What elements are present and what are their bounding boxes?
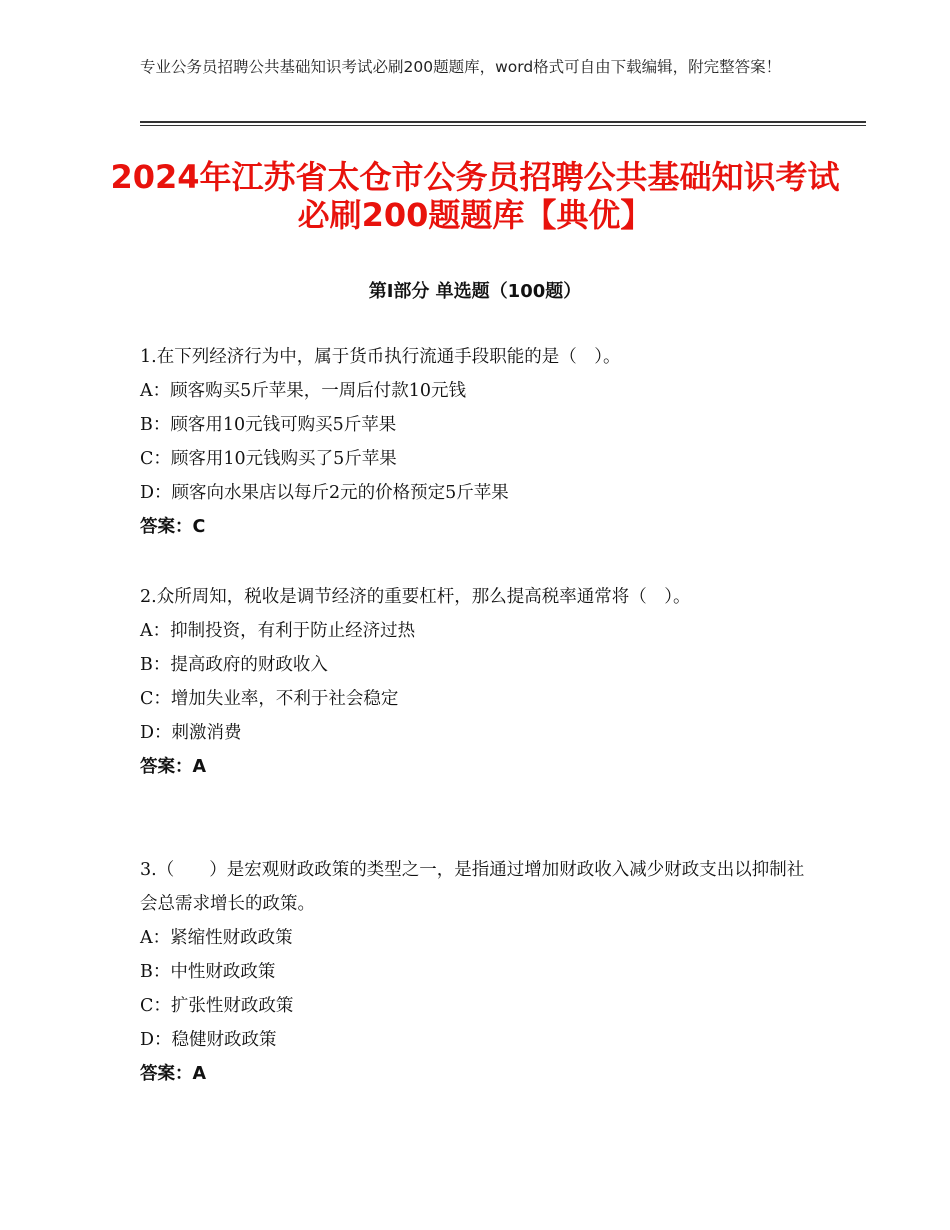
- section-heading: 第Ⅰ部分 单选题（100题）: [368, 281, 582, 302]
- option-b: B：中性财政政策: [140, 962, 276, 982]
- option-a: A：顾客购买5斤苹果，一周后付款10元钱: [140, 381, 467, 401]
- header-note: 专业公务员招聘公共基础知识考试必刷200题题库，word格式可自由下载编辑，附完整答案！: [140, 58, 782, 76]
- option-c: C：增加失业率，不利于社会稳定: [140, 689, 399, 709]
- question-stem: 3.（ ）是宏观财政政策的类型之一，是指通过增加财政收入减少财政支出以抑制社会总需求增长的政策。: [140, 860, 805, 914]
- option-b: B：顾客用10元钱可购买5斤苹果: [140, 415, 397, 435]
- header-divider-thin: [140, 125, 866, 126]
- answer-line: 答案：A: [140, 757, 207, 777]
- answer-line: 答案：A: [140, 1064, 207, 1084]
- option-c: C：顾客用10元钱购买了5斤苹果: [140, 449, 397, 469]
- question-block: [140, 340, 820, 544]
- header-divider-thick: [140, 121, 866, 123]
- option-a: A：抑制投资，有利于防止经济过热: [140, 621, 416, 641]
- option-d: D：刺激消费: [140, 723, 242, 743]
- option-d: D：顾客向水果店以每斤2元的价格预定5斤苹果: [140, 483, 509, 503]
- question-stem: 1.在下列经济行为中，属于货币执行流通手段职能的是（ ）。: [140, 347, 621, 367]
- option-c: C：扩张性财政政策: [140, 996, 294, 1016]
- option-d: D：稳健财政政策: [140, 1030, 277, 1050]
- answer-line: 答案：C: [140, 517, 206, 537]
- document-title: 2024年江苏省太仓市公务员招聘公共基础知识考试必刷200题题库【典优】: [110, 158, 840, 234]
- question-stem: 2.众所周知，税收是调节经济的重要杠杆，那么提高税率通常将（ ）。: [140, 587, 691, 607]
- option-b: B：提高政府的财政收入: [140, 655, 328, 675]
- question-block: [140, 853, 820, 1091]
- question-block: [140, 580, 820, 784]
- option-a: A：紧缩性财政政策: [140, 928, 293, 948]
